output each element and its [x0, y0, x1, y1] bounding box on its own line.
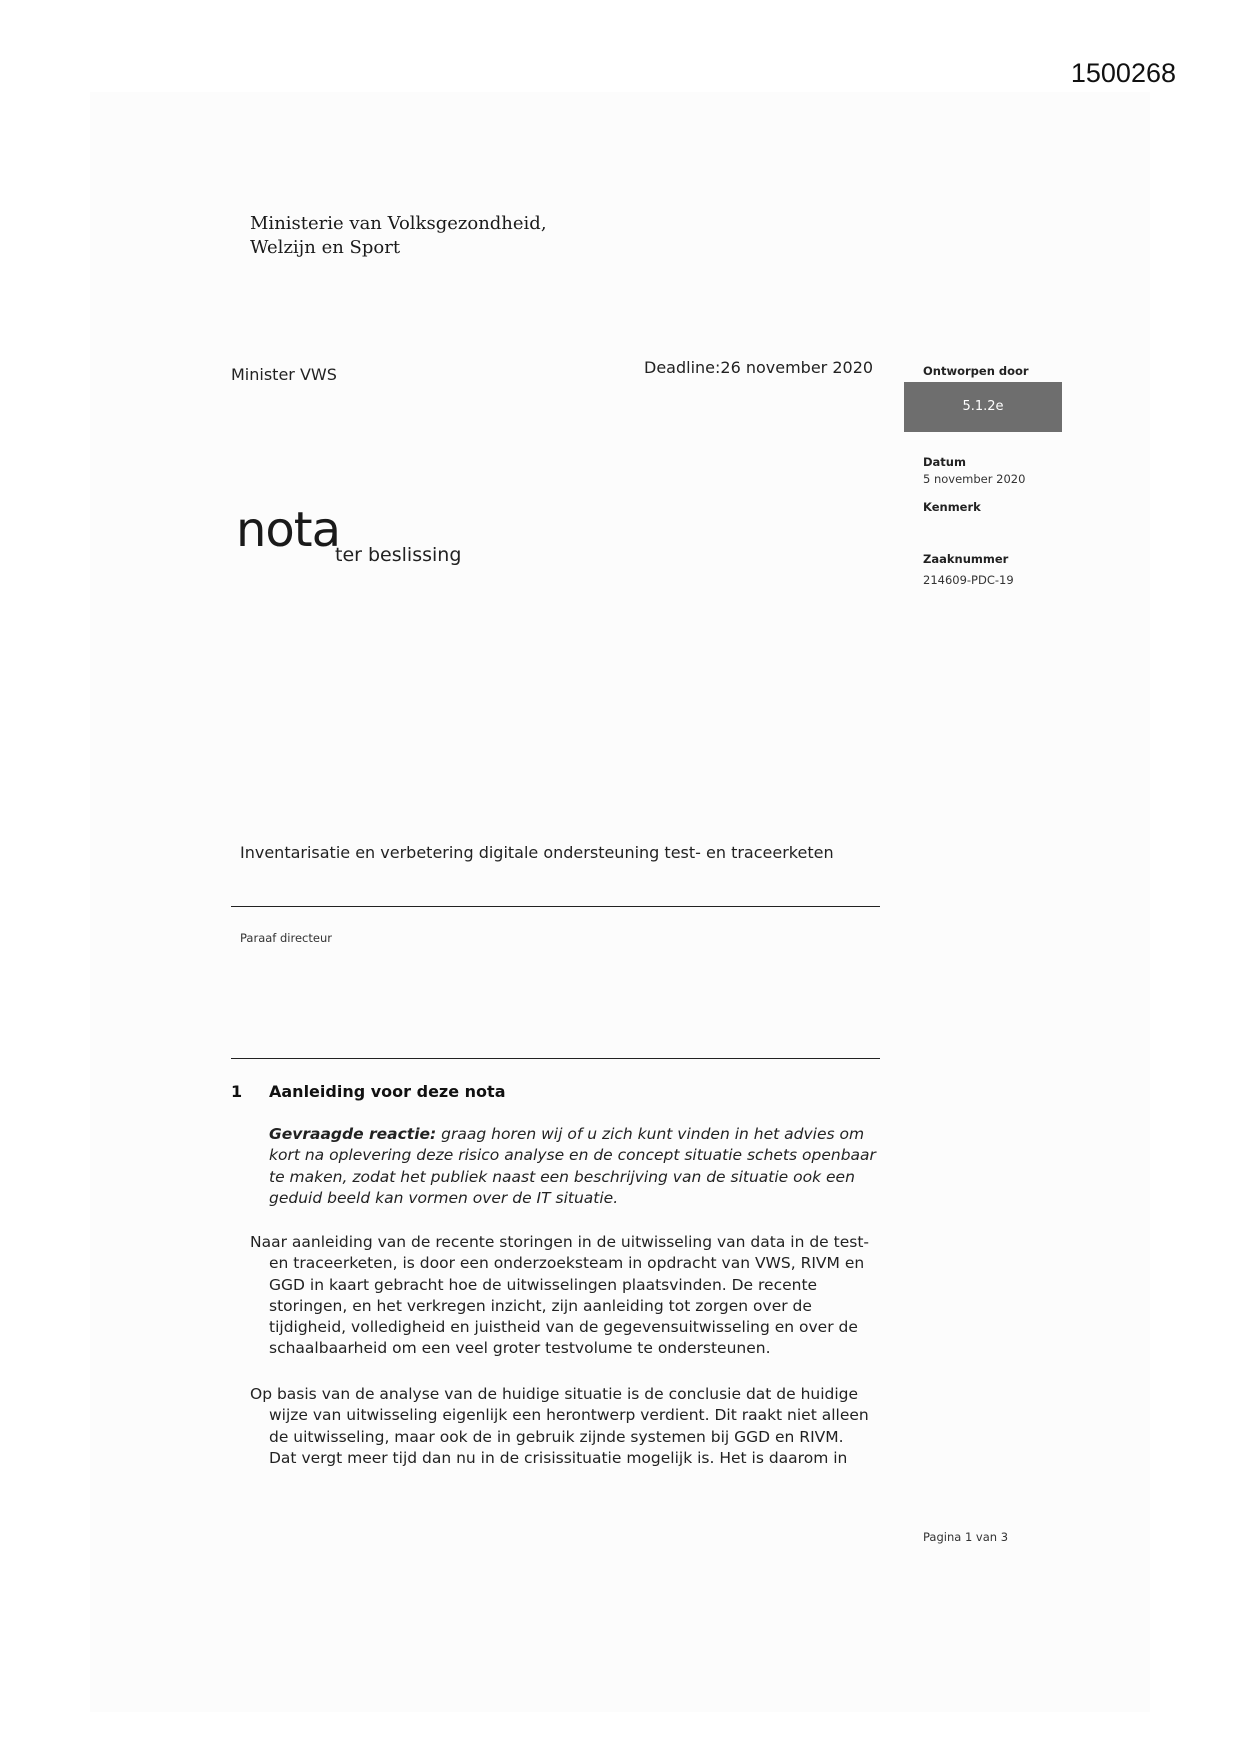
- requested-text-line: te maken, zodat het publiek naast een beschrijving van de situatie ook een: [269, 1167, 855, 1186]
- section-heading: [231, 1082, 505, 1101]
- subject-line: Inventarisatie en verbetering digitale ondersteuning test- en traceerketen: [240, 843, 834, 862]
- paragraph-line: Naar aanleiding van de recente storingen in de uitwisseling van data in de test-: [250, 1233, 869, 1251]
- paragraph-2: [250, 1384, 910, 1469]
- ministry-name-line1: Ministerie van Volksgezondheid,: [250, 213, 547, 234]
- paragraph-line: tijdigheid, volledigheid en juistheid van de gegevensuitwisseling en over de: [269, 1318, 858, 1337]
- date-value: 5 november 2020: [923, 472, 1026, 486]
- ministry-name-line2: Welzijn en Sport: [250, 237, 401, 258]
- paraaf-director-label: Paraaf directeur: [240, 931, 332, 945]
- designed-by-label: Ontworpen door: [923, 364, 1029, 378]
- page-number: Pagina 1 van 3: [923, 1530, 1009, 1544]
- paragraph-line: GGD in kaart gebracht hoe de uitwisselingen plaatsvinden. De recente: [269, 1275, 818, 1294]
- deadline: Deadline:26 november 2020: [644, 358, 874, 377]
- requested-reaction-label: Gevraagde reactie:: [269, 1125, 437, 1143]
- requested-text-line: geduid beeld kan vormen over de IT situatie.: [269, 1188, 619, 1207]
- ministry-logo-text: [250, 212, 547, 260]
- paragraph-line: Op basis van de analyse van de huidige situatie is de conclusie dat de huidige: [250, 1385, 859, 1403]
- nota-subtitle: ter beslissing: [335, 544, 462, 566]
- paragraph-line: wijze van uitwisseling eigenlijk een herontwerp verdient. Dit raakt niet alleen: [269, 1406, 869, 1425]
- requested-text-line: graag horen wij of u zich kunt vinden in het advies om: [436, 1125, 865, 1143]
- paragraph-1: [250, 1232, 910, 1360]
- reference-label: Kenmerk: [923, 500, 981, 514]
- paragraph-line: en traceerketen, is door een onderzoeksteam in opdracht van VWS, RIVM en: [269, 1254, 865, 1273]
- nota-title: nota: [236, 502, 341, 558]
- requested-reaction: [269, 1124, 909, 1209]
- section-title: Aanleiding voor deze nota: [269, 1082, 506, 1101]
- section-number: 1: [231, 1082, 243, 1101]
- paragraph-line: storingen, en het verkregen inzicht, zijn aanleiding tot zorgen over de: [269, 1296, 812, 1315]
- case-number-label: Zaaknummer: [923, 552, 1009, 566]
- requested-text-line: kort na oplevering deze risico analyse en de concept situatie schets openbaar: [269, 1146, 876, 1165]
- divider-bottom: [231, 1058, 880, 1059]
- paragraph-line: de uitwisseling, maar ook de in gebruik zijnde systemen bij GGD en RIVM.: [269, 1427, 844, 1446]
- date-label: Datum: [923, 455, 966, 469]
- paragraph-line: Dat vergt meer tijd dan nu in de crisissituatie mogelijk is. Het is daarom in: [269, 1448, 848, 1467]
- addressee: Minister VWS: [231, 365, 337, 384]
- document-number: 1500268: [1070, 58, 1176, 88]
- redacted-name-block: 5.1.2e: [904, 382, 1062, 432]
- case-number-value: 214609-PDC-19: [923, 573, 1014, 587]
- paragraph-line: schaalbaarheid om een veel groter testvolume te ondersteunen.: [269, 1339, 771, 1358]
- divider-top: [231, 906, 880, 907]
